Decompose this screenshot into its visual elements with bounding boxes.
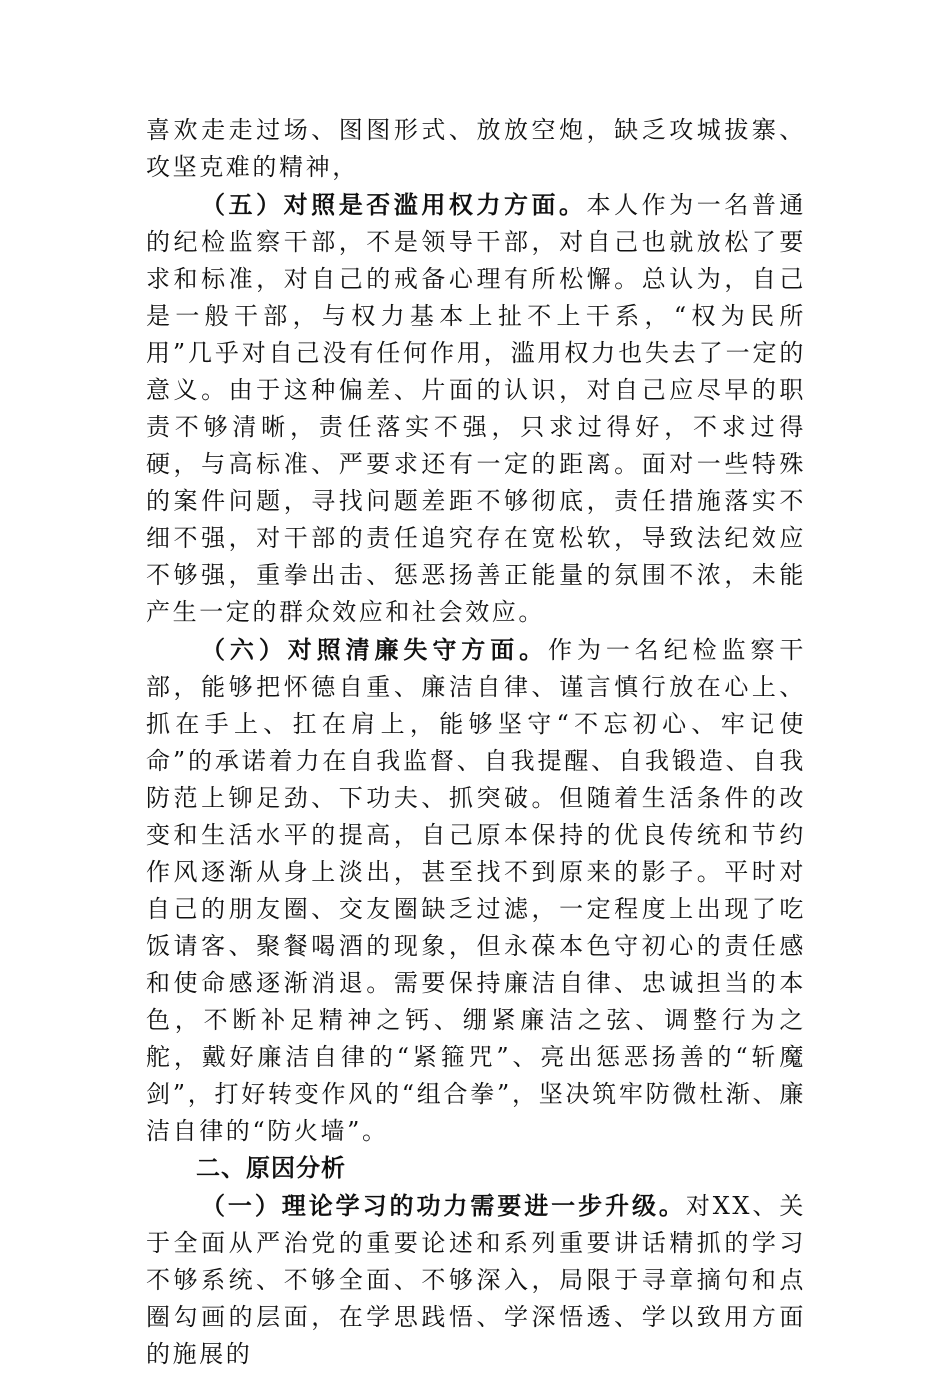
paragraph-body: 本人作为一名普通的纪检监察干部，不是领导干部，对自己也就放松了要求和标准，对自己的戒备心理有所松懈。总认为，自己是一般干部，与权力基本上扯不上干系，“权为民所用”几乎对自己没有任何作用，滥用权力也失去了一定的意义。由于这种偏差、片面的认识，对自己应尽早的职责不够清晰，责任落实不强，只求过得好，不求过得硬，与高标准、严要求还有一定的距离。面对一些特殊的案件问题，寻找问题差距不够彻底，责任措施落实不细不强，对干部的责任追究存在宽松软，导致法纪效应不够强，重拳出击、惩恶扬善正能量的氛围不浓，未能产生一定的群众效应和社会效应。 (146, 191, 806, 626)
paragraph-lead: （六）对照清廉失守方面。 (201, 635, 549, 664)
section-heading: 二、原因分析 (196, 1154, 346, 1182)
paragraph-abuse-of-power (146, 186, 806, 631)
paragraph-body: 喜欢走走过场、图图形式、放放空炮，缺乏攻城拔寨、攻坚克难的精神， (146, 116, 806, 181)
paragraph-integrity (146, 631, 806, 1150)
paragraph-continuation (146, 112, 806, 186)
paragraph-theory-study (146, 1187, 806, 1373)
paragraph-lead: （一）理论学习的功力需要进一步升级。 (201, 1191, 686, 1220)
paragraph-body: 作为一名纪检监察干部，能够把怀德自重、廉洁自律、谨言慎行放在心上、抓在手上、扛在肩上，能够坚守“不忘初心、牢记使命”的承诺着力在自我监督、自我提醒、自我锻造、自我防范上铆足劲、下功夫、抓突破。但随着生活条件的改变和生活水平的提高，自己原本保持的优良传统和节约作风逐渐从身上淡出，甚至找不到原来的影子。平时对自己的朋友圈、交友圈缺乏过滤，一定程度上出现了吃饭请客、聚餐喝酒的现象，但永葆本色守初心的责任感和使命感逐渐消退。需要保持廉洁自律、忠诚担当的本色，不断补足精神之钙、绷紧廉洁之弦、调整行为之舵，戴好廉洁自律的“紧箍咒”、亮出惩恶扬善的“斩魔剑”，打好转变作风的“组合拳”，坚决筑牢防微杜渐、廉洁自律的“防火墙”。 (146, 636, 807, 1145)
paragraph-body: 对XX、关于全面从严治党的重要论述和系列重要讲话精抓的学习不够系统、不够全面、不够深入，局限于寻章摘句和点圈勾画的层面，在学思践悟、学深悟透、学以致用方面的施展的 (146, 1192, 806, 1368)
document-page (146, 112, 806, 1373)
paragraph-lead: （五）对照是否滥用权力方面。 (201, 190, 587, 219)
